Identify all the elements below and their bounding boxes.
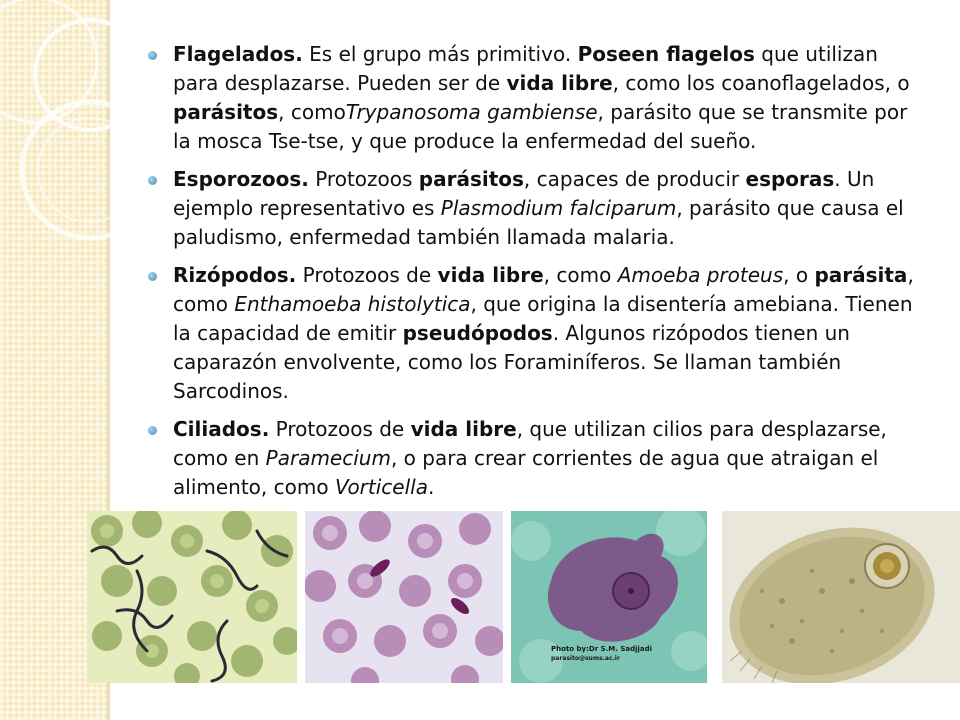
bullet-text: [173, 42, 910, 153]
bullet-rizopodos: [146, 261, 921, 406]
text-run: , capaces de producir: [523, 167, 746, 191]
text-run: Protozoos: [308, 167, 419, 191]
bullet-text: [173, 263, 914, 403]
text-run: , que origina la disentería amebiana. Tienen la capacidad de emitir: [173, 292, 913, 345]
text-run: , parásito que se transmite por la mosca Tse-tse, y que produce la enfermedad del sueño.: [173, 100, 908, 153]
bullet-icon: [148, 51, 157, 60]
text-run: Protozoos de: [296, 263, 438, 287]
bullet-ciliados: [146, 415, 921, 502]
text-run: Amoeba proteus: [617, 263, 784, 287]
text-run: . Un ejemplo representativo es: [173, 167, 875, 220]
trypanosoma-micrograph: [87, 511, 297, 683]
text-run: parásitos: [173, 100, 279, 124]
text-run: parásita: [814, 263, 908, 287]
text-run: parásitos: [418, 167, 524, 191]
text-run: Paramecium: [265, 446, 391, 470]
vorticella-micrograph: [722, 511, 960, 683]
bullet-icon: [148, 176, 157, 185]
text-run: , que utilizan cilios para desplazarse, como en: [173, 417, 887, 470]
photo-credit-text: Photo by:Dr S.M. Sadjjadi: [551, 645, 653, 653]
text-run: vida libre: [506, 71, 613, 95]
text-run: Plasmodium falciparum: [440, 196, 677, 220]
text-run: , como: [173, 263, 914, 316]
text-run: Poseen flagelos: [577, 42, 755, 66]
text-run: , como: [543, 263, 618, 287]
text-run: Esporozoos.: [173, 167, 309, 191]
text-run: pseudópodos: [402, 321, 553, 345]
text-run: Trypanosoma gambiense: [345, 100, 598, 124]
bullet-text: [173, 167, 904, 249]
text-run: Vorticella: [334, 475, 428, 499]
text-run: vida libre: [410, 417, 517, 441]
plasmodium-micrograph: [305, 511, 503, 683]
text-run: Protozoos de: [269, 417, 411, 441]
amoeba-micrograph: [511, 511, 707, 683]
text-run: .: [427, 475, 435, 499]
photo-credit-email: parasito@sums.ac.ir: [551, 655, 620, 662]
text-run: Rizópodos.: [173, 263, 297, 287]
text-run: , como los coanoflagelados, o: [612, 71, 910, 95]
text-run: esporas: [745, 167, 835, 191]
text-run: vida libre: [437, 263, 544, 287]
bullet-esporozoos: [146, 165, 921, 252]
bullet-icon: [148, 426, 157, 435]
protozoa-bullet-list: [146, 40, 921, 511]
text-run: . Algunos rizópodos tienen un caparazón envolvente, como los Foraminíferos. Se llaman también Sarcodinos.: [173, 321, 850, 403]
bullet-text: [173, 417, 887, 499]
text-run: , parásito que causa el paludismo, enfermedad también llamada malaria.: [173, 196, 904, 249]
text-run: Ciliados.: [173, 417, 270, 441]
text-run: Enthamoeba histolytica: [234, 292, 471, 316]
text-run: Flagelados.: [173, 42, 303, 66]
text-run: Es el grupo más primitivo.: [302, 42, 578, 66]
bullet-flagelados: [146, 40, 921, 156]
bullet-icon: [148, 272, 157, 281]
text-run: , o: [783, 263, 815, 287]
text-run: , como: [278, 100, 346, 124]
text-run: que utilizan para desplazarse. Pueden ser de: [173, 42, 878, 95]
text-run: , o para crear corrientes de agua que atraigan el alimento, como: [173, 446, 879, 499]
